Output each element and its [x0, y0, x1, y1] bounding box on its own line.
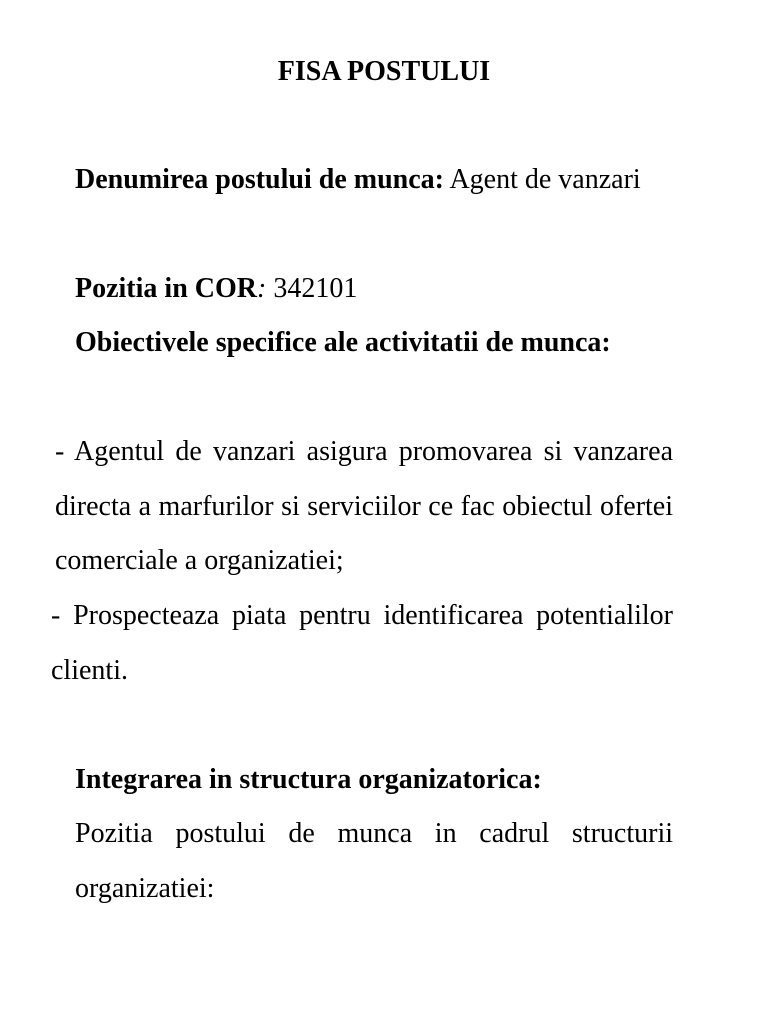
objective-item: - Agentul de vanzari asigura promovarea si vanzarea directa a marfurilor si serviciilor ce fac obiectul ofertei comerciale a organizatiei; [55, 436, 673, 577]
job-title-value: Agent de vanzari [449, 164, 641, 195]
objective-item: - Prospecteaza piata pentru identificarea potentialilor clienti. [51, 600, 673, 686]
cor-code-separator: : [257, 273, 267, 304]
cor-code-paragraph [75, 262, 673, 317]
integration-heading: Integrarea in structura organizatorica: [75, 764, 542, 795]
cor-code-label: Pozitia in COR [75, 273, 257, 304]
job-title-paragraph [75, 153, 673, 208]
objectives-heading: Obiectivele specifice ale activitatii de munca: [75, 327, 611, 358]
page-title: FISA POSTULUI [277, 56, 491, 87]
cor-code-value: 342101 [273, 273, 358, 304]
integration-text: Pozitia postului de munca in cadrul structurii organizatiei: [75, 818, 673, 904]
job-title-label: Denumirea postului de munca: [75, 164, 444, 195]
